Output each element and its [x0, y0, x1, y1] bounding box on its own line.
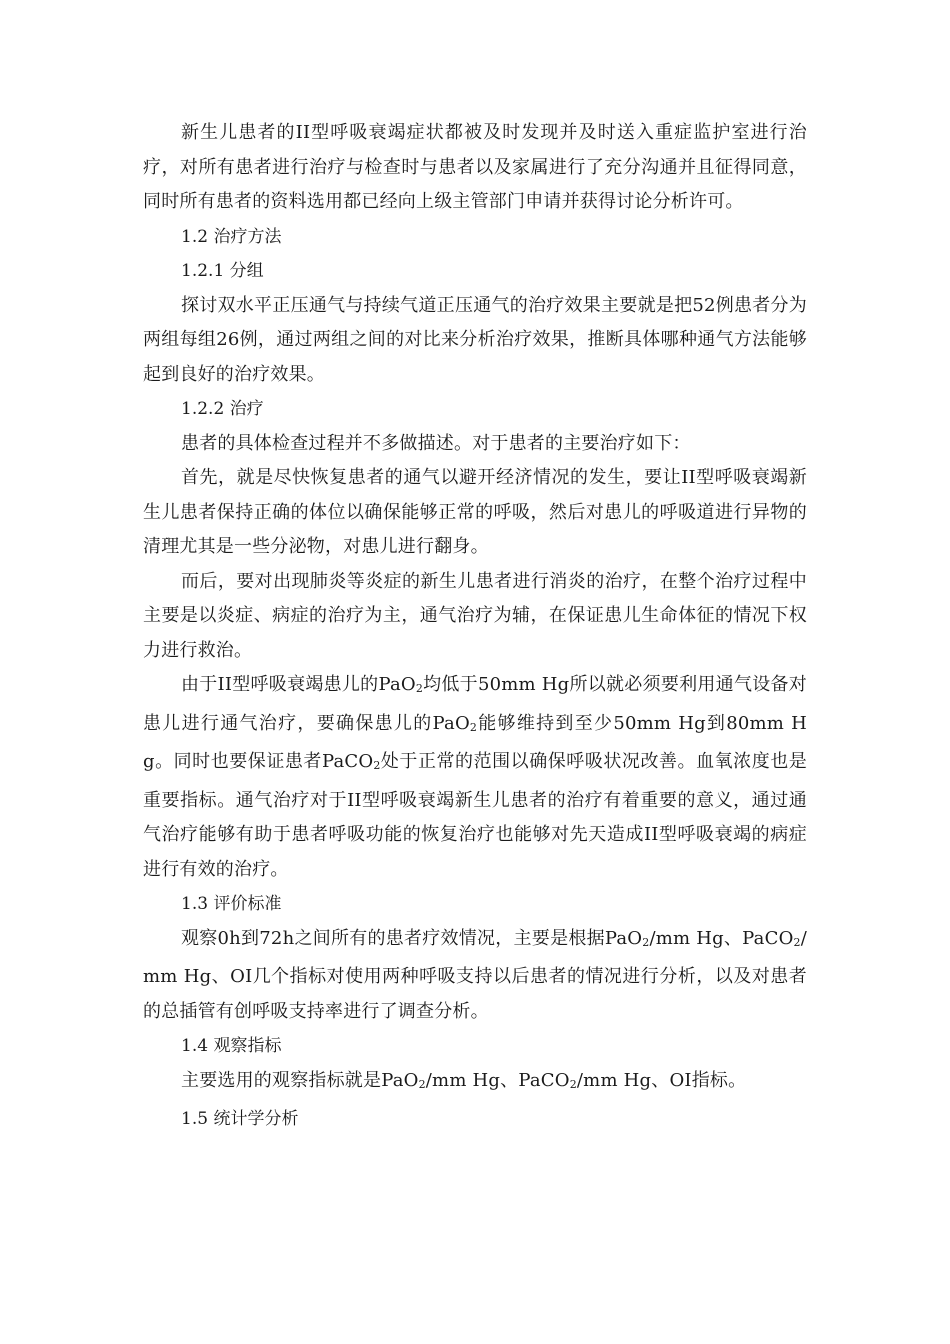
subscript: 2	[569, 1077, 577, 1091]
paragraph-grouping: 探讨双水平正压通气与持续气道正压通气的治疗效果主要就是把52例患者分为两组每组26例，通过两组之间的对比来分析治疗效果，推断具体哪种通气方法能够起到良好的治疗效果。	[143, 294, 807, 385]
heading-1-4: 1.4 观察指标	[181, 1036, 282, 1056]
text-run: 主要选用的观察指标就是PaO	[181, 1069, 419, 1091]
paragraph-treatment-then: 而后，要对出现肺炎等炎症的新生儿患者进行消炎的治疗，在整个治疗过程中主要是以炎症、病症的治疗为主，通气治疗为辅，在保证患儿生命体征的情况下权力进行救治。	[143, 570, 807, 661]
subscript: 2	[642, 935, 650, 949]
text-run: /mm Hg、PaCO	[425, 1069, 570, 1091]
paragraph-evaluation	[143, 922, 807, 1030]
document-page	[143, 116, 807, 1137]
heading-1-5: 1.5 统计学分析	[181, 1109, 299, 1129]
heading-1-2-2: 1.2.2 治疗	[181, 399, 264, 419]
paragraph-indicators	[143, 1064, 807, 1103]
subscript: 2	[415, 682, 424, 695]
paragraph-treatment-first: 首先，就是尽快恢复患者的通气以避开经济情况的发生，要让II型呼吸衰竭新生儿患者保持正确的体位以确保能够正常的呼吸，然后对患儿的呼吸道进行异物的清理尤其是一些分泌物，对患儿进行翻身。	[143, 467, 807, 557]
text-run: 均低于50mm Hg所以就必须要利用通气设备对患儿进行通气治疗，要确保患儿的PaO	[143, 674, 807, 734]
subscript: 2	[373, 759, 381, 772]
heading-1-3: 1.3 评价标准	[181, 894, 282, 914]
text-run: /mm Hg、OI指标。	[576, 1069, 747, 1091]
subscript: 2	[418, 1077, 426, 1091]
text-run: 由于II型呼吸衰竭患儿的PaO	[181, 674, 416, 695]
subscript: 2	[469, 720, 478, 734]
heading-1-2: 1.2 治疗方法	[181, 226, 282, 247]
heading-1-2-1: 1.2.1 分组	[181, 261, 264, 281]
text-run: 观察0h到72h之间所有的患者疗效情况，主要是根据PaO	[181, 927, 643, 949]
text-run: /mm Hg、OI几个指标对使用两种呼吸支持以后患者的情况进行分析，以及对患者的总插管有创呼吸支持率进行了调查分析。	[143, 927, 808, 1022]
text-run: /mm Hg、PaCO	[649, 927, 794, 949]
text-run: 能够维持到至少50mm Hg到80mm Hg。同时也要保证患者PaCO	[143, 712, 807, 772]
paragraph-admission: 新生儿患者的II型呼吸衰竭症状都被及时发现并及时送入重症监护室进行治疗，对所有患者进行治疗与检查时与患者以及家属进行了充分沟通并且征得同意，同时所有患者的资料选用都已经向上级主管部门申请并获得讨论分析许可。	[143, 122, 807, 212]
paragraph-ventilation	[143, 668, 807, 887]
text-run: 处于正常的范围以确保呼吸状况改善。血氧浓度也是重要指标。通气治疗对于II型呼吸衰竭新生儿患者的治疗有着重要的意义，通过通气治疗能够有助于患者呼吸功能的恢复治疗也能够对先天造成II型呼吸衰竭的病症进行有效的治疗。	[143, 751, 807, 880]
subscript: 2	[793, 935, 801, 949]
paragraph-treatment-intro: 患者的具体检查过程并不多做描述。对于患者的主要治疗如下：	[181, 432, 691, 454]
